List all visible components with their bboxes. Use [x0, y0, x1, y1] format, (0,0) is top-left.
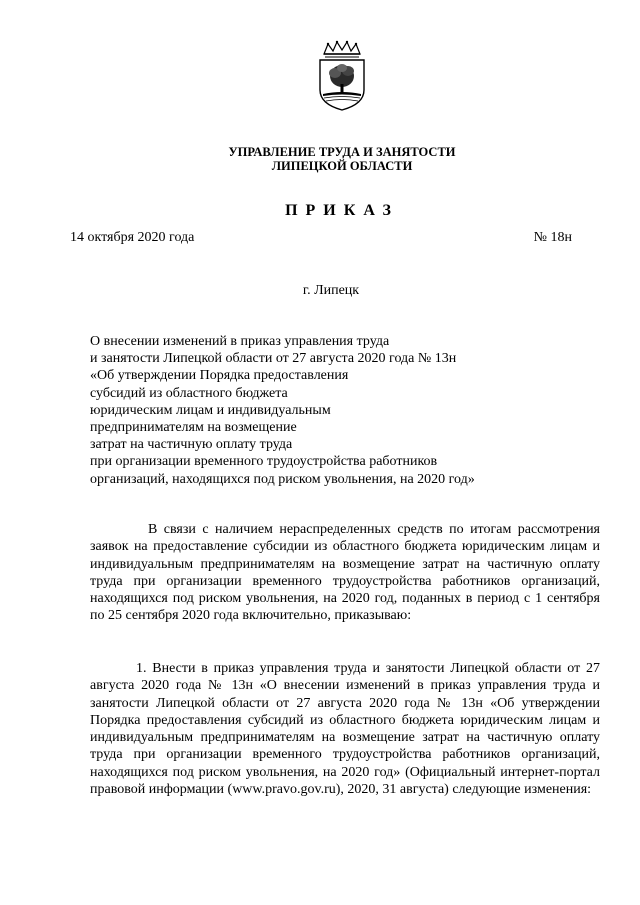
subject-line: организаций, находящихся под риском увольнения, на 2020 год»: [90, 471, 475, 487]
subject-line: при организации временного трудоустройства работников: [90, 454, 438, 470]
order-city: г. Липецк: [302, 283, 360, 298]
clause-1-paragraph: 1. Внести в приказ управления труда и занятости Липецкой области от 27 августа 2020 года № 13н «О внесении изменений в приказ управления труда и занятости Липецкой области от 27 августа 2020 года № 13н «Об утверждении Порядка предоставления субсидий из областного бюджета юридическим лицам и индивидуальным предпринимателям на возмещение затрат на частичную оплату труда при организации временного трудоустройства работников организаций, находящихся под риском увольнения, на 2020 год» (Официальный интернет-портал правовой информации (www.pravo.gov.ru), 2020, 31 августа) следующие изменения:: [90, 661, 600, 798]
preamble-paragraph: В связи с наличием нераспределенных средств по итогам рассмотрения заявок на предоставление субсидии из областного бюджета юридическим лицам и индивидуальным предпринимателям на возмещение затрат на частичную оплату труда при организации временного трудоустройства работников организаций, находящихся под риском увольнения, на 2020 год, поданных в период с 1 сентября по 25 сентября 2020 года включительно, приказываю:: [90, 522, 600, 624]
document-title: ПРИКАЗ: [285, 202, 399, 219]
agency-name-line1: УПРАВЛЕНИЕ ТРУДА И ЗАНЯТОСТИ: [228, 145, 456, 159]
subject-line: затрат на частичную оплату труда: [90, 437, 293, 453]
subject-line: и занятости Липецкой области от 27 августа 2020 года № 13н: [90, 351, 457, 367]
subject-line: юридическим лицам и индивидуальным: [90, 402, 331, 418]
subject-line: предпринимателям на возмещение: [90, 420, 297, 436]
lipetsk-coat-of-arms-icon: [314, 40, 370, 112]
subject-line: «Об утверждении Порядка предоставления: [90, 368, 349, 384]
order-date: 14 октября 2020 года: [70, 230, 195, 245]
subject-line: субсидий из областного бюджета: [90, 385, 288, 401]
subject-line: О внесении изменений в приказ управления труда: [90, 334, 390, 349]
order-subject: [90, 333, 560, 488]
order-number: № 18н: [533, 230, 572, 245]
agency-name-line2: ЛИПЕЦКОЙ ОБЛАСТИ: [271, 159, 413, 173]
